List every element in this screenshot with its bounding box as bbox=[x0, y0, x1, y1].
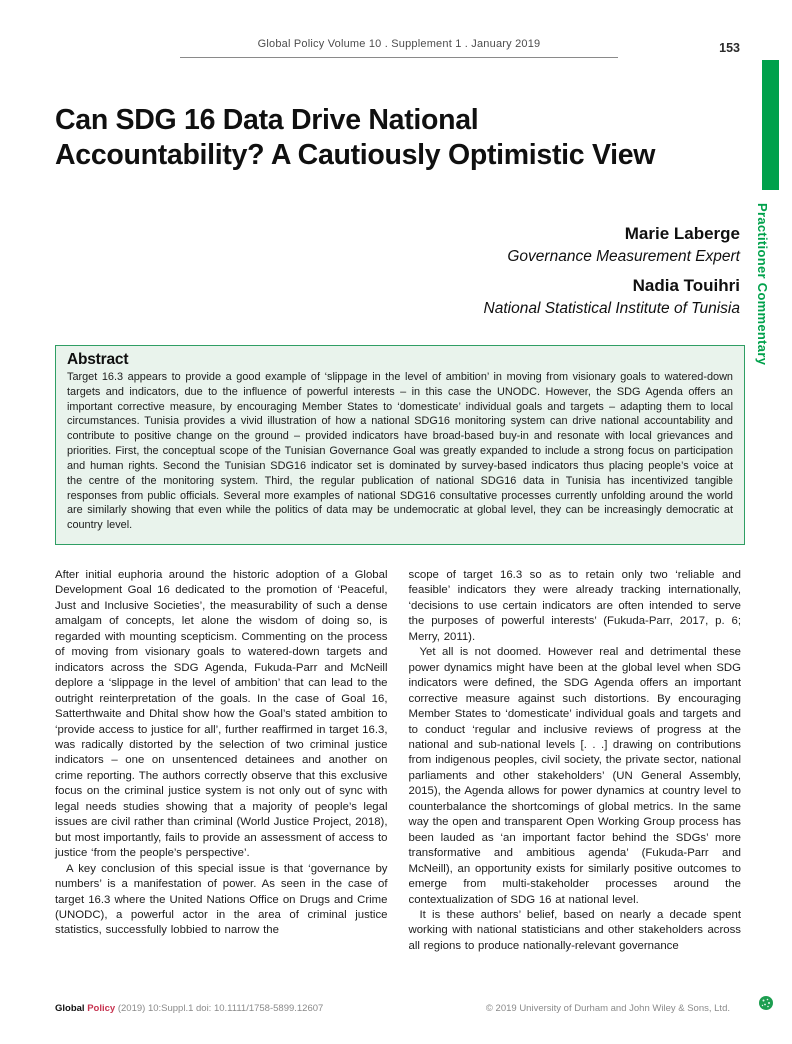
article-title-line1: Can SDG 16 Data Drive National bbox=[55, 104, 479, 136]
journal-volume-line: Global Policy Volume 10 . Supplement 1 . January 2019 bbox=[257, 38, 541, 50]
body-paragraph: A key conclusion of this special issue is that ‘governance by numbers’ is a manifestation of power. As seen in the case of target 16.3 where the United Nations Office on Drugs and Crime (UNODC), a powerful actor in the area of criminal justice statistics, successfully lobbied to narrow the bbox=[55, 862, 388, 937]
footer-journal-name: Global bbox=[55, 1003, 85, 1014]
author-name: Nadia Touihri bbox=[632, 276, 740, 295]
article-body bbox=[55, 568, 741, 954]
abstract-text: Target 16.3 appears to provide a good example of ‘slippage in the level of ambition’ in moving from visionary goals to watered-down targets and indicators, due to the influence of powerful interests – in this case the UNODC. However, the SDG Agenda offers an important corrective measure, by encouraging Member States to ‘domesticate’ individual goals and targets – adapting them to local circumstances. Tunisia provides a vivid illustration of how a national SDG16 monitoring system can drive national accountability and contribute to positive change on the ground – provided indicators have broad-based buy-in and resonate with local grievances and priorities. First, the conceptual scope of the Tunisian Governance Goal was greatly expanded to include a strong focus on participation and human rights. Second the Tunisian SDG16 indicator set is dominated by survey-based indicators thus placing people’s voice at the centre of the monitoring system. Third, the regular publication of national SDG16 data in Tunisia has incentivized tangible responses from public officials. Several more examples of national SDG16 consultative processes currently unfolding around the world are similarly showing that even while the politics of data may be undemocratic at global level, they can be increasingly democratic at country level. bbox=[67, 371, 733, 532]
author-affiliation: National Statistical Institute of Tunisia bbox=[483, 300, 740, 317]
author-block bbox=[484, 224, 740, 328]
body-paragraph: It is these authors’ belief, based on nearly a decade spent working with national statisticians and other stakeholders across all regions to produce nationally-relevant governance bbox=[408, 908, 741, 952]
footer-copyright: © 2019 University of Durham and John Wiley & Sons, Ltd. bbox=[485, 1003, 730, 1014]
article-title bbox=[55, 103, 715, 173]
abstract-box bbox=[55, 345, 745, 545]
author-affiliation: Governance Measurement Expert bbox=[507, 248, 740, 265]
globe-logo-icon bbox=[759, 996, 773, 1010]
author-name: Marie Laberge bbox=[624, 224, 740, 243]
footer-citation-text: (2019) 10:Suppl.1 doi: 10.1111/1758-5899.12607 bbox=[115, 1003, 324, 1014]
footer-journal-name-accent: Policy bbox=[87, 1003, 116, 1014]
body-paragraph: Yet all is not doomed. However real and detrimental these power dynamics might have been at the global level when SDG indicators were defined, the SDG Agenda offers an important corrective measure against such distortions. By encouraging Member States to ‘domesticate’ individual goals and targets and to conduct ‘regular and inclusive reviews of progress at the national and sub-national levels [. . .] drawing on contributions from indigenous peoples, civil society, the private sector, national parliaments and other stakeholders’ (UN General Assembly, 2015), the Agenda allows for power dynamics at country level to counterbalance the shortcomings of global metrics. In the same way the open and transparent Open Working Group process has been lauded as ‘an important factor behind the SDGs’ more transformative and ambitious agenda’ (Fukuda-Parr and McNeill), an opportunity exists for similarly positive outcomes to emerge from multi-stakeholder processes around the contextualization of SDG 16 at national level. bbox=[408, 646, 741, 906]
footer-citation bbox=[55, 1003, 323, 1014]
abstract-heading: Abstract bbox=[67, 351, 129, 368]
body-paragraph: After initial euphoria around the historic adoption of a Global Development Goal 16 dedicated to the promotion of ‘Peaceful, Just and Inclusive Societies’, the measurability of such a dense amalgam of concepts, let alone the wisdom of doing so, is regarded with mounting scepticism. Commenting on the process of moving from visionary goals to watered-down targets and indicators across the SDG Agenda, Fukuda-Parr and McNeill deplore a ‘slippage in the level of ambition’ that can lead to the outright reinterpretation of the goals. In the case of Goal 16, Satterthwaite and Dhital show how the Goal’s stated ambition to ‘provide access to justice for all’, further reaffirmed in target 16.3, was radically distorted by the selection of two criminal justice indicators – one on unsentenced detainees and another on crime reporting. The authors correctly observe that this exclusive focus on the criminal justice system is not only out of sync with legal needs studies showing that a majority of people’s legal issues are civil rather than criminal (World Justice Project, 2018), but most importantly, fails to provide an assessment of access to justice ‘from the people’s perspective’. bbox=[55, 569, 388, 860]
article-title-line2: Accountability? A Cautiously Optimistic View bbox=[55, 139, 656, 172]
section-label-practitioner-commentary: Practitioner Commentary bbox=[755, 203, 770, 366]
section-color-bar bbox=[762, 60, 779, 190]
page-number: 153 bbox=[719, 41, 740, 55]
body-column-left bbox=[55, 568, 388, 954]
body-column-right bbox=[409, 568, 742, 954]
body-paragraph: scope of target 16.3 so as to retain only two ‘reliable and feasible’ indicators they were already tracking internationally, ‘decisions to use certain indicators are often intended to serve the purposes of powerful interests’ (Fukuda-Parr, 2017, p. 6; Merry, 2011). bbox=[408, 569, 741, 643]
running-head bbox=[180, 38, 618, 58]
